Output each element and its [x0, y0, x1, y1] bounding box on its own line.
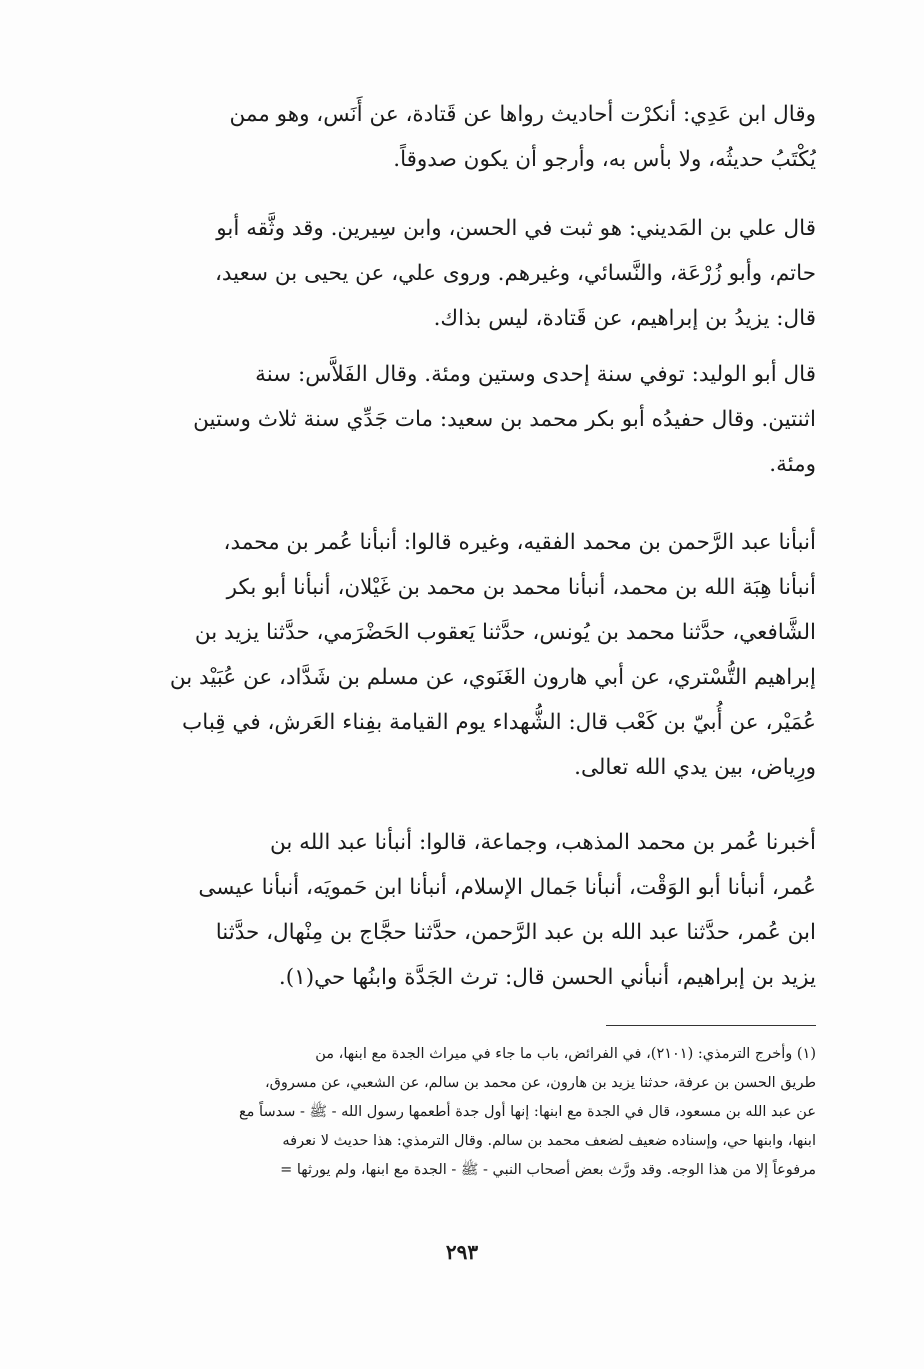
paragraph-text	[104, 206, 816, 341]
text-line: اثنتين. وقال حفيدُه أبو بكر محمد بن سعيد: مات جَدِّي سنة ثلاث وستين	[193, 407, 816, 432]
text-line: ورِياض، بين يدي الله تعالى.	[574, 755, 816, 780]
text-line: الشَّافعي، حدَّثنا محمد بن يُونس، حدَّثنا يَعقوب الحَضْرَمي، حدَّثنا يزيد بن	[194, 620, 816, 645]
paragraph-hadith-martyrs	[104, 520, 816, 808]
text-line: أنبأنا هِبَة الله بن محمد، أنبأنا محمد بن محمد بن غَيْلان، أنبأنا أبو بكر	[226, 575, 816, 600]
paragraph-ali-ibn-al-madini	[104, 206, 816, 359]
paragraph-abu-al-walid	[104, 352, 816, 505]
paragraph-text	[104, 352, 816, 487]
footnote-line: مرفوعاً إلا من هذا الوجه. وقد ورَّث بعض أصحاب النبي - ﷺ - الجدة مع ابنها، ولم يورثها =	[280, 1162, 816, 1178]
text-line: ابن عُمر، حدَّثنا عبد الله بن عبد الرَّحمن، حدَّثنا حجَّاج بن مِنْهال، حدَّثنا	[215, 920, 816, 945]
text-line: إبراهيم التُّسْتري، عن أبي هارون الغَنَوي، عن مسلم بن شَدَّاد، عن عُبَيْد بن	[169, 665, 816, 690]
text-line: أنبأنا عبد الرَّحمن بن محمد الفقيه، وغيره قالوا: أنبأنا عُمر بن محمد،	[223, 530, 816, 555]
page-number: ٢٩٣	[445, 1240, 479, 1264]
text-line: قال: يزيدُ بن إبراهيم، عن قَتادة، ليس بذاك.	[433, 306, 816, 331]
footnote-line: طريق الحسن بن عرفة، حدثنا يزيد بن هارون، عن محمد بن سالم، عن الشعبي، عن مسروق،	[265, 1075, 816, 1091]
text-line: قال علي بن المَديني: هو ثبت في الحسن، وابن سِيرين. وقد وثَّقه أبو	[216, 216, 816, 241]
text-line: يُكْتَبُ حديثُه، ولا بأس به، وأرجو أن يكون صدوقاً.	[393, 147, 816, 172]
footnotes	[104, 1040, 816, 1185]
paragraph-text	[104, 520, 816, 790]
text-line: حاتم، وأبو زُرْعَة، والنَّسائي، وغيرهم. وروى علي، عن يحيى بن سعيد،	[214, 261, 816, 286]
text-line: عُمَيْر، عن أُبيّ بن كَعْب قال: الشُّهداء يوم القيامة بفِناء العَرش، في قِباب	[182, 710, 816, 735]
text-line: يزيد بن إبراهيم، أنبأني الحسن قال: ترث الجَدَّة وابنُها حي(١).	[278, 965, 816, 990]
text-line: أخبرنا عُمر بن محمد المذهب، وجماعة، قالوا: أنبأنا عبد الله بن	[269, 830, 816, 855]
footnote-line: ابنها، وابنها حي، وإسناده ضعيف لضعف محمد بن سالم. وقال الترمذي: هذا حديث لا نعرفه	[282, 1133, 816, 1149]
footnote-divider	[606, 1025, 816, 1026]
text-line: قال أبو الوليد: توفي سنة إحدى وستين ومئة. وقال الفَلاَّس: سنة	[255, 362, 816, 387]
footnote-line: (١) وأخرج الترمذي: (٢١٠١)، في الفرائض، باب ما جاء في ميراث الجدة مع ابنها، من	[315, 1046, 816, 1062]
paragraph-text	[104, 92, 816, 182]
text-line: عُمر، أنبأنا أبو الوَقْت، أنبأنا جَمال الإسلام، أنبأنا ابن حَمويَه، أنبأنا عيسى	[198, 875, 816, 900]
paragraph-ibn-adi	[104, 92, 816, 200]
paragraph-text	[104, 820, 816, 1000]
footnote-line: عن عبد الله بن مسعود، قال في الجدة مع ابنها: إنها أول جدة أطعمها رسول الله - ﷺ - سدساً مع	[238, 1104, 816, 1120]
paragraph-grandmother-inheritance	[104, 820, 816, 1018]
text-line: وقال ابن عَدِي: أنكرْت أحاديث رواها عن قَتادة، عن أَنَس، وهو ممن	[229, 102, 816, 127]
text-line: ومئة.	[769, 452, 816, 477]
